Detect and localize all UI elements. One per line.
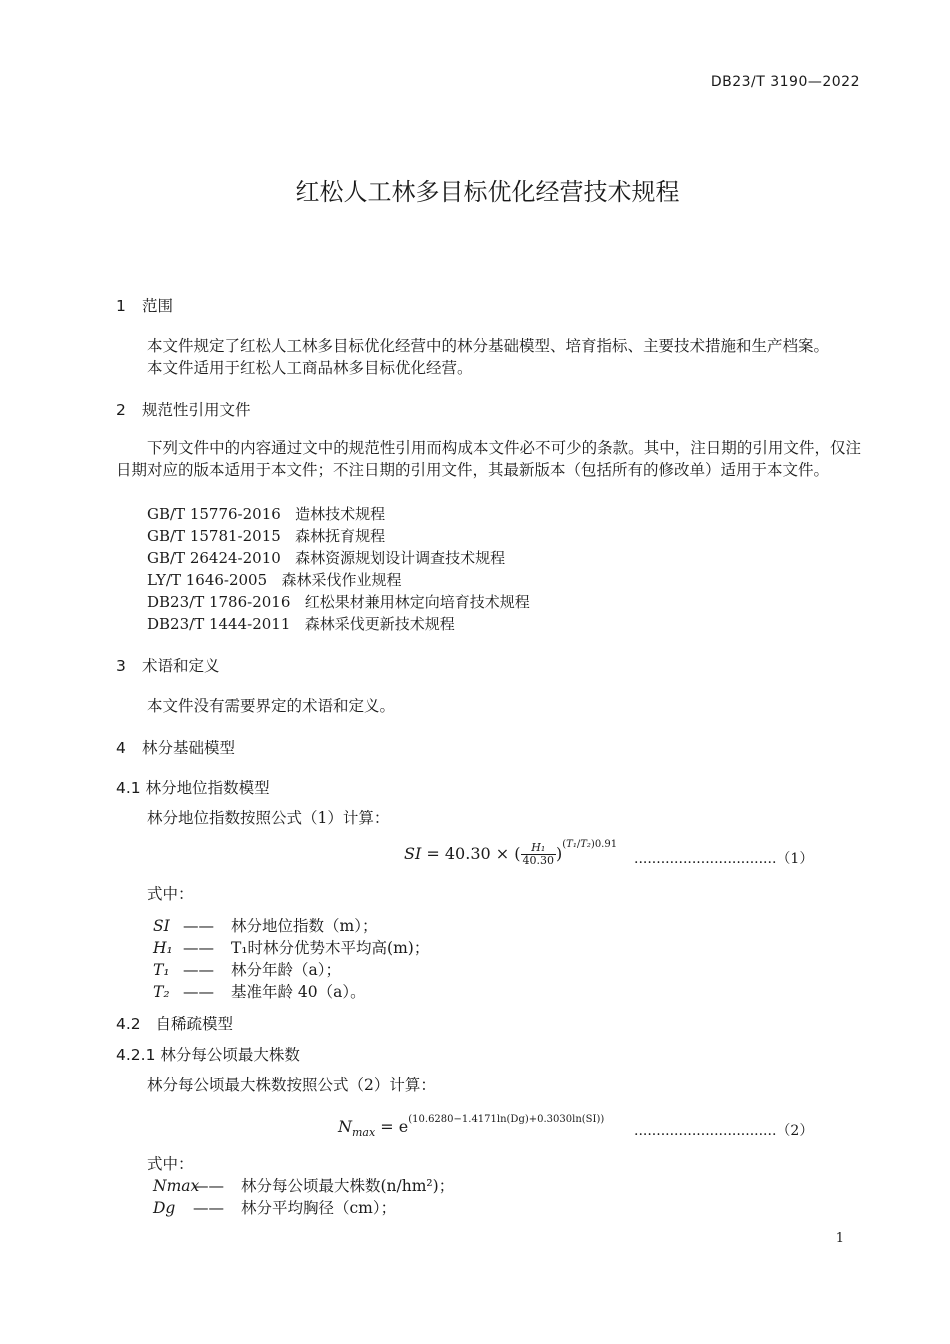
variable-dash: —— xyxy=(183,961,214,979)
section-number: 3 xyxy=(116,657,126,675)
variable-row xyxy=(153,958,341,980)
variable-symbol: Dg xyxy=(153,1199,176,1217)
variable-symbol: H₁ xyxy=(153,939,173,957)
variable-description: 林分地位指数（m）； xyxy=(231,917,378,935)
section-number: 4.1 xyxy=(116,779,141,797)
variable-dash: —— xyxy=(183,939,214,957)
variable-description: 基准年龄 40（a）。 xyxy=(231,983,366,1001)
reference-item xyxy=(147,525,385,546)
where-label: 式中： xyxy=(147,885,194,903)
section-4-heading xyxy=(116,736,235,758)
formula-coefficient: = 40.30 × ( xyxy=(426,844,521,863)
variable-symbol: T₂ xyxy=(153,983,170,1001)
variable-symbol: SI xyxy=(153,917,170,935)
variable-symbol: Nmax xyxy=(153,1177,200,1195)
reference-code: GB/T 15781-2015 xyxy=(147,527,281,545)
variable-dash: —— xyxy=(183,917,214,935)
equation-number: （2） xyxy=(776,1123,814,1139)
variable-description: 林分年龄（a）； xyxy=(231,961,341,979)
section-4-2-heading xyxy=(116,1012,233,1034)
document-title: 红松人工林多目标优化经营技术规程 xyxy=(295,178,680,206)
reference-name: 森林采伐作业规程 xyxy=(281,571,402,589)
exponent-denominator: T₂ xyxy=(580,838,591,850)
formula-exponent: (10.6280−1.4171ln(Dg)+0.3030ln(SI)) xyxy=(408,1113,605,1125)
reference-code: DB23/T 1786-2016 xyxy=(147,593,291,611)
fraction-numerator: H₁ xyxy=(521,842,557,855)
formula-fraction xyxy=(521,842,557,867)
reference-name: 森林资源规划设计调查技术规程 xyxy=(295,549,506,567)
variable-row xyxy=(153,1196,396,1218)
formula-1-label xyxy=(634,848,813,868)
reference-code: LY/T 1646-2005 xyxy=(147,571,268,589)
variable-description: 林分平均胸径（cm）； xyxy=(241,1199,397,1217)
formula-lhs-subscript: max xyxy=(352,1126,376,1140)
section-3-para-1: 本文件没有需要界定的术语和定义。 xyxy=(147,697,396,715)
section-number: 4.2 xyxy=(116,1015,141,1033)
formula-exponent: (T₁/T₂)0.91 xyxy=(562,838,618,850)
formula-lhs: N xyxy=(338,1117,352,1136)
formula-2-label xyxy=(634,1120,813,1140)
formula-rhs: = e xyxy=(380,1117,409,1136)
section-title: 范围 xyxy=(142,297,174,315)
reference-item xyxy=(147,591,530,612)
section-title: 林分每公顷最大株数 xyxy=(160,1046,300,1064)
section-number: 2 xyxy=(116,401,126,419)
section-4-1-para-1: 林分地位指数按照公式（1）计算： xyxy=(147,809,390,827)
section-title: 林分地位指数模型 xyxy=(145,779,270,797)
reference-code: DB23/T 1444-2011 xyxy=(147,615,291,633)
reference-code: GB/T 26424-2010 xyxy=(147,549,281,567)
reference-name: 造林技术规程 xyxy=(295,505,386,523)
formula-1: SI = 40.30 × ( $\frac{\text{H₁}}{40.30}$ )$^{(T_1/T_2)0.91}$ xyxy=(404,838,618,867)
variable-description: 林分每公顷最大株数(n/hm²)； xyxy=(241,1177,455,1195)
section-2-heading xyxy=(116,398,251,420)
reference-name: 森林采伐更新技术规程 xyxy=(304,615,455,633)
reference-item xyxy=(147,503,385,524)
variable-row xyxy=(153,936,429,958)
variable-dash: —— xyxy=(183,983,214,1001)
reference-item xyxy=(147,569,401,590)
section-title: 自稀疏模型 xyxy=(155,1015,233,1033)
variable-row xyxy=(153,1174,454,1196)
where-label: 式中： xyxy=(147,1155,194,1173)
exponent-numerator: T₁ xyxy=(566,838,577,850)
section-number: 1 xyxy=(116,297,126,315)
fraction-denominator: 40.30 xyxy=(522,854,554,867)
section-4-2-1-heading xyxy=(116,1043,300,1065)
reference-name: 红松果材兼用林定向培育技术规程 xyxy=(304,593,530,611)
section-title: 术语和定义 xyxy=(142,657,220,675)
exponent-power: 0.91 xyxy=(594,838,618,850)
variable-dash: —— xyxy=(193,1199,224,1217)
section-title: 林分基础模型 xyxy=(142,739,236,757)
section-number: 4.2.1 xyxy=(116,1046,156,1064)
section-3-heading xyxy=(116,654,220,676)
variable-row xyxy=(153,980,366,1002)
section-4-2-1-para-1: 林分每公顷最大株数按照公式（2）计算： xyxy=(147,1076,436,1094)
section-number: 4 xyxy=(116,739,126,757)
leader-dots: ................................ xyxy=(634,851,777,867)
reference-item xyxy=(147,613,455,634)
section-1-para-1: 本文件规定了红松人工林多目标优化经营中的林分基础模型、培育指标、主要技术措施和生产档案。 xyxy=(147,337,830,355)
formula-2 xyxy=(338,1113,605,1140)
variable-dash: —— xyxy=(193,1177,224,1195)
section-title: 规范性引用文件 xyxy=(142,401,251,419)
leader-dots: ................................ xyxy=(634,1123,777,1139)
variable-symbol: T₁ xyxy=(153,961,170,979)
reference-name: 森林抚育规程 xyxy=(295,527,386,545)
standard-code: DB23/T 3190—2022 xyxy=(710,74,860,90)
equation-number: （1） xyxy=(776,851,814,867)
formula-lhs: SI xyxy=(404,844,422,863)
reference-code: GB/T 15776-2016 xyxy=(147,505,281,523)
variable-description: T₁时林分优势木平均高(m)； xyxy=(231,939,430,957)
reference-item xyxy=(147,547,505,568)
section-1-para-2: 本文件适用于红松人工商品林多目标优化经营。 xyxy=(147,359,473,377)
variable-row xyxy=(153,914,377,936)
page-number: 1 xyxy=(835,1231,844,1246)
section-1-heading xyxy=(116,294,173,316)
section-2-para-1: 下列文件中的内容通过文中的规范性引用而构成本文件必不可少的条款。其中，注日期的引用文件，仅注日期对应的版本适用于本文件；不注日期的引用文件，其最新版本（包括所有的修改单）适用于本文件。 xyxy=(116,439,861,479)
section-4-1-heading xyxy=(116,776,270,798)
